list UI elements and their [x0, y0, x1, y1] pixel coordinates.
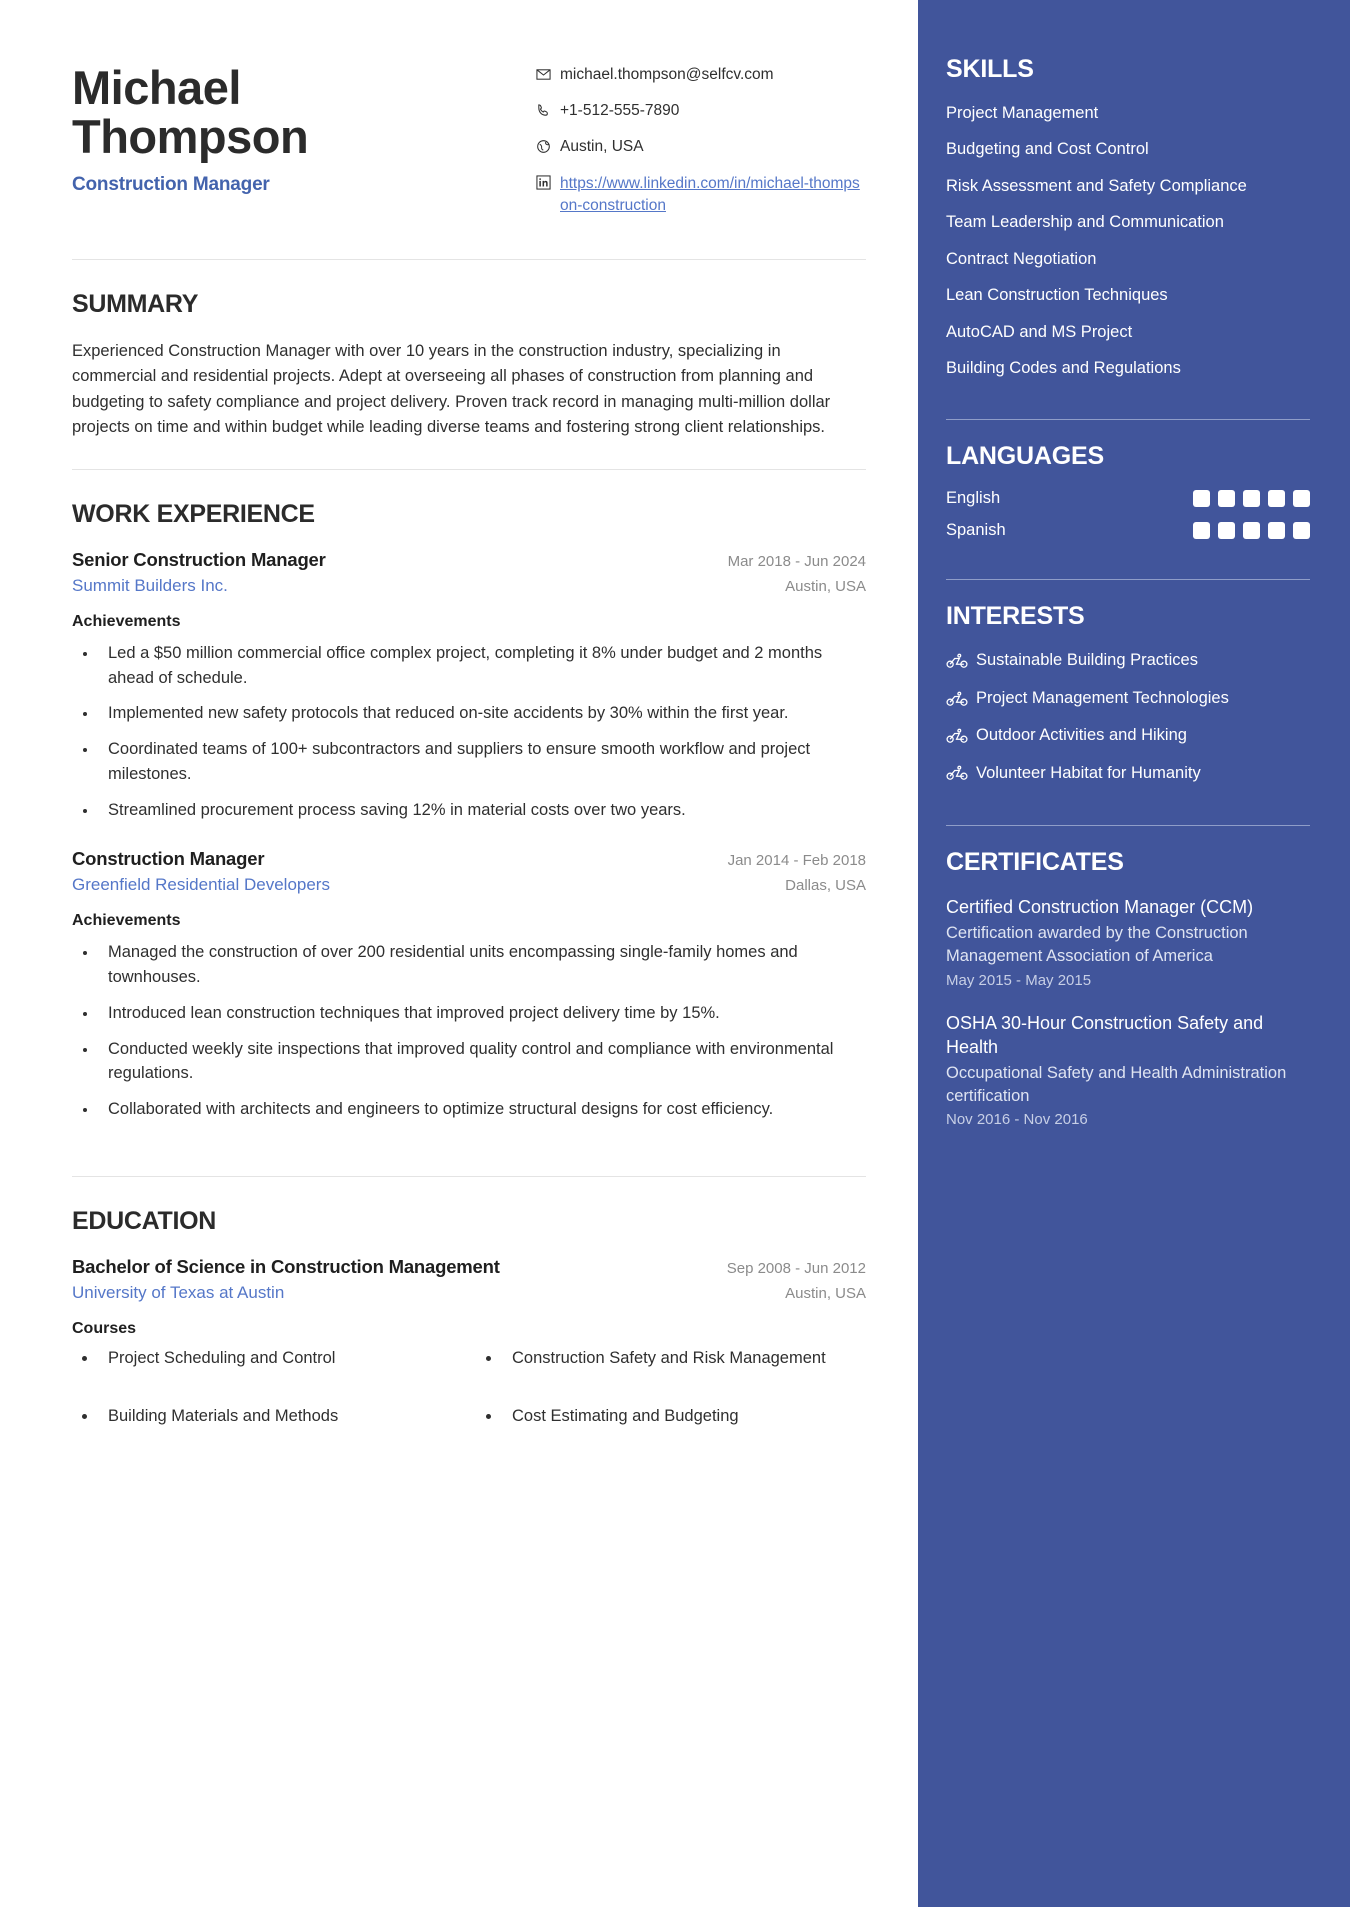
skill-item: AutoCAD and MS Project: [946, 322, 1133, 341]
language-row: [946, 489, 1310, 508]
bicycle-icon: [946, 691, 976, 707]
certificate-date: Nov 2016 - Nov 2016: [946, 1111, 1088, 1129]
section-education: [72, 1177, 866, 1516]
name-block: [72, 55, 402, 196]
courses-column-left: [72, 1346, 462, 1462]
envelope-icon: [536, 65, 560, 82]
list-item: • Streamlined procurement process saving 12% in material costs over two years.: [98, 798, 866, 823]
certificate-description: Certification awarded by the Construction Management Association of America: [946, 924, 1248, 966]
list-item: • Collaborated with architects and engineers to optimize structural designs for cost efficiency.: [98, 1097, 866, 1122]
list-item: • Project Scheduling and Control: [98, 1346, 462, 1371]
certificate-date: May 2015 - May 2015: [946, 971, 1092, 989]
interest-item: [946, 649, 1310, 672]
interest-label: Project Management Technologies: [976, 688, 1229, 707]
certificate-item: [946, 1011, 1310, 1129]
contact-phone-text: +1-512-555-7890: [560, 101, 680, 119]
contact-email: [536, 65, 866, 86]
job-title: Construction Manager: [72, 173, 270, 195]
work-entry: [72, 549, 866, 823]
list-item: • Cost Estimating and Budgeting: [502, 1404, 866, 1429]
work-date: Mar 2018 - Jun 2024: [727, 552, 866, 570]
globe-icon: [536, 137, 560, 154]
work-entry: [72, 848, 866, 1122]
level-dot: [1193, 490, 1210, 507]
work-role: Construction Manager: [72, 848, 265, 870]
work-experience-title: WORK EXPERIENCE: [72, 499, 315, 528]
interest-label: Sustainable Building Practices: [976, 651, 1198, 670]
certificate-item: [946, 895, 1310, 988]
education-school: University of Texas at Austin: [72, 1282, 285, 1302]
skill-item: Building Codes and Regulations: [946, 358, 1181, 377]
skill-item: Team Leadership and Communication: [946, 213, 1224, 232]
certificate-description: Occupational Safety and Health Administration certification: [946, 1064, 1287, 1106]
page-title: Michael Thompson: [72, 61, 309, 164]
contact-block: [536, 55, 866, 233]
list-item: • Managed the construction of over 200 residential units encompassing single-family homes and townhouses.: [98, 940, 866, 990]
courses-label: Courses: [72, 1319, 137, 1337]
skill-item: Lean Construction Techniques: [946, 286, 1168, 305]
language-name: Spanish: [946, 521, 1006, 540]
level-dot: [1243, 522, 1260, 539]
list-item: • Implemented new safety protocols that reduced on-site accidents by 30% within the first year.: [98, 701, 866, 726]
language-name: English: [946, 489, 1001, 508]
divider-interests: [946, 825, 1310, 826]
list-item: • Coordinated teams of 100+ subcontractors and suppliers to ensure smooth workflow and project milestones.: [98, 737, 866, 787]
sidebar: [918, 0, 1350, 1907]
interest-item: [946, 724, 1310, 747]
education-title: EDUCATION: [72, 1206, 217, 1235]
divider-skills: [946, 419, 1310, 420]
courses-grid: [72, 1346, 866, 1462]
list-item: • Introduced lean construction techniques that improved project delivery time by 15%.: [98, 1001, 866, 1026]
level-dot: [1193, 522, 1210, 539]
contact-location: [536, 137, 866, 158]
certificate-name: OSHA 30-Hour Construction Safety and Health: [946, 1012, 1264, 1057]
resume-header: [72, 55, 866, 259]
work-achievements-list: [72, 940, 866, 1122]
work-organization: Greenfield Residential Developers: [72, 875, 330, 895]
level-dot: [1268, 490, 1285, 507]
list-item: • Building Materials and Methods: [98, 1404, 462, 1429]
list-item: • Conducted weekly site inspections that improved quality control and compliance with environmental regulations.: [98, 1037, 866, 1087]
list-item: • Construction Safety and Risk Management: [502, 1346, 866, 1371]
level-dot: [1293, 522, 1310, 539]
sidebar-section-interests: [946, 602, 1310, 809]
phone-icon: [536, 101, 560, 118]
interest-label: Volunteer Habitat for Humanity: [976, 763, 1201, 782]
summary-title: SUMMARY: [72, 289, 199, 318]
skill-item: Risk Assessment and Safety Compliance: [946, 176, 1247, 195]
language-level-english: [1193, 490, 1310, 507]
education-degree: Bachelor of Science in Construction Management: [72, 1255, 500, 1277]
list-item: • Led a $50 million commercial office complex project, completing it 8% under budget and 2 months ahead of schedule.: [98, 641, 866, 691]
level-dot: [1268, 522, 1285, 539]
bicycle-icon: [946, 728, 976, 744]
sidebar-section-certificates: [946, 848, 1310, 1160]
education-location: Austin, USA: [785, 1284, 866, 1302]
achievements-label: Achievements: [72, 612, 181, 630]
level-dot: [1218, 490, 1235, 507]
interest-item: [946, 687, 1310, 710]
skill-item: Contract Negotiation: [946, 249, 1097, 268]
summary-text: Experienced Construction Manager with over 10 years in the construction industry, specializing in commercial and residential projects. Adept at overseeing all phases of construction from planning and budgeting to safety compliance and project delivery. Proven track record in managing multi-million dollar projects on time and within budget while leading diverse teams and fostering strong client relationships.: [72, 341, 831, 437]
work-role: Senior Construction Manager: [72, 548, 326, 570]
certificate-name: Certified Construction Manager (CCM): [946, 897, 1254, 918]
work-achievements-list: [72, 641, 866, 823]
interest-item: [946, 762, 1310, 785]
contact-linkedin[interactable]: [536, 173, 866, 218]
interest-label: Outdoor Activities and Hiking: [976, 726, 1187, 745]
divider-languages: [946, 579, 1310, 580]
bicycle-icon: [946, 765, 976, 781]
work-location: Austin, USA: [785, 577, 866, 595]
level-dot: [1218, 522, 1235, 539]
linkedin-icon: [536, 173, 560, 190]
work-location: Dallas, USA: [785, 877, 866, 895]
skills-title: SKILLS: [946, 55, 1034, 83]
sidebar-section-languages: [946, 442, 1310, 563]
contact-phone: [536, 101, 866, 122]
language-level-spanish: [1193, 522, 1310, 539]
bicycle-icon: [946, 653, 976, 669]
section-summary: [72, 260, 866, 469]
level-dot: [1293, 490, 1310, 507]
achievements-label: Achievements: [72, 912, 181, 930]
skill-item: Project Management: [946, 104, 1099, 122]
level-dot: [1243, 490, 1260, 507]
courses-column-right: [476, 1346, 866, 1462]
certificates-title: CERTIFICATES: [946, 848, 1124, 877]
interests-title: INTERESTS: [946, 602, 1085, 631]
contact-email-text: michael.thompson@selfcv.com: [560, 66, 774, 83]
linkedin-link[interactable]: https://www.linkedin.com/in/michael-thompson-construction: [560, 174, 860, 215]
work-organization: Summit Builders Inc.: [72, 575, 228, 595]
language-row: [946, 521, 1310, 540]
languages-title: LANGUAGES: [946, 442, 1104, 471]
skill-item: Budgeting and Cost Control: [946, 140, 1149, 159]
education-entry: [72, 1256, 866, 1462]
work-date: Jan 2014 - Feb 2018: [727, 852, 866, 870]
section-work-experience: [72, 470, 866, 1176]
sidebar-section-skills: [946, 55, 1310, 403]
education-date: Sep 2008 - Jun 2012: [726, 1259, 866, 1277]
contact-location-text: Austin, USA: [560, 137, 644, 155]
